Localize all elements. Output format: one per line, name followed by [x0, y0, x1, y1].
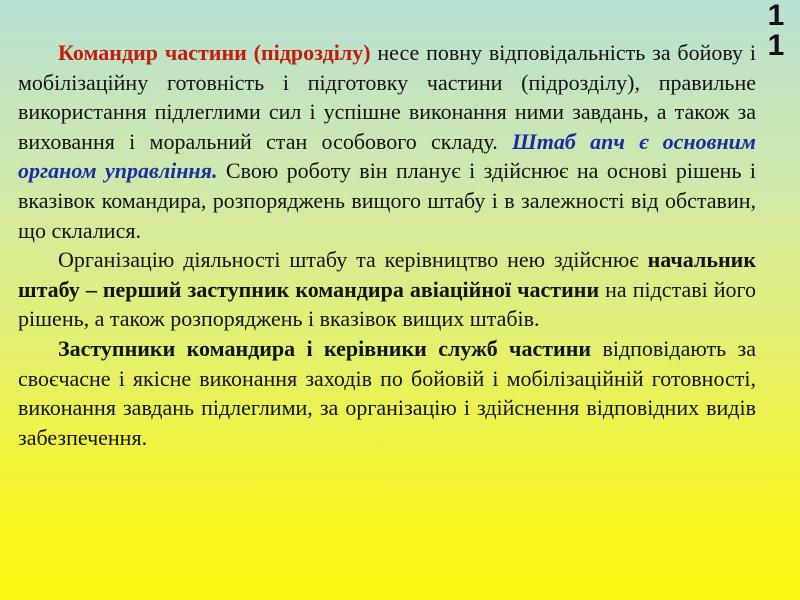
paragraph-commander	[18, 38, 756, 245]
slide-number-digit: 1	[767, 0, 785, 32]
chief-intro-text: Організацію діяльності штабу та керівництво нею здійснює	[58, 247, 648, 273]
chief-of-staff-term: начальник штабу – перший заступник командира авіаційної частини	[18, 247, 756, 302]
staff-text: Свою роботу він планує і здійснює на основі рішень і вказівок командира, розпоряджень вищого штабу і в залежності від обставин, що склалися.	[18, 158, 757, 243]
paragraph-deputies	[18, 334, 756, 452]
paragraph-chief-of-staff	[18, 245, 756, 334]
slide-number	[764, 1, 788, 61]
slide-body	[18, 38, 756, 452]
chief-of-staff-text: на підставі його рішень, а також розпоряджень і вказівок вищих штабів.	[18, 276, 756, 332]
staff-statement: Штаб апч є основним органом управління.	[18, 128, 756, 184]
commander-text: несе повну відповідальність за бойову і мобілізаційну готовність і підготовку частини (підрозділу), правильне використання підлеглими сил і успішне виконання ними завдань, а також за виховання і моральний стан особового складу.	[18, 40, 756, 154]
slide-number-digit: 1	[767, 29, 785, 62]
deputies-term: Заступники командира і керівники служб частини	[58, 335, 592, 361]
commander-term: Командир частини (підрозділу)	[58, 40, 371, 65]
deputies-text: відповідають за своєчасне і якісне виконання заходів по бойовій і мобілізаційній готовності, виконання завдань підлеглими, за організацію і здійснення відповідних видів забезпечення.	[18, 335, 756, 450]
